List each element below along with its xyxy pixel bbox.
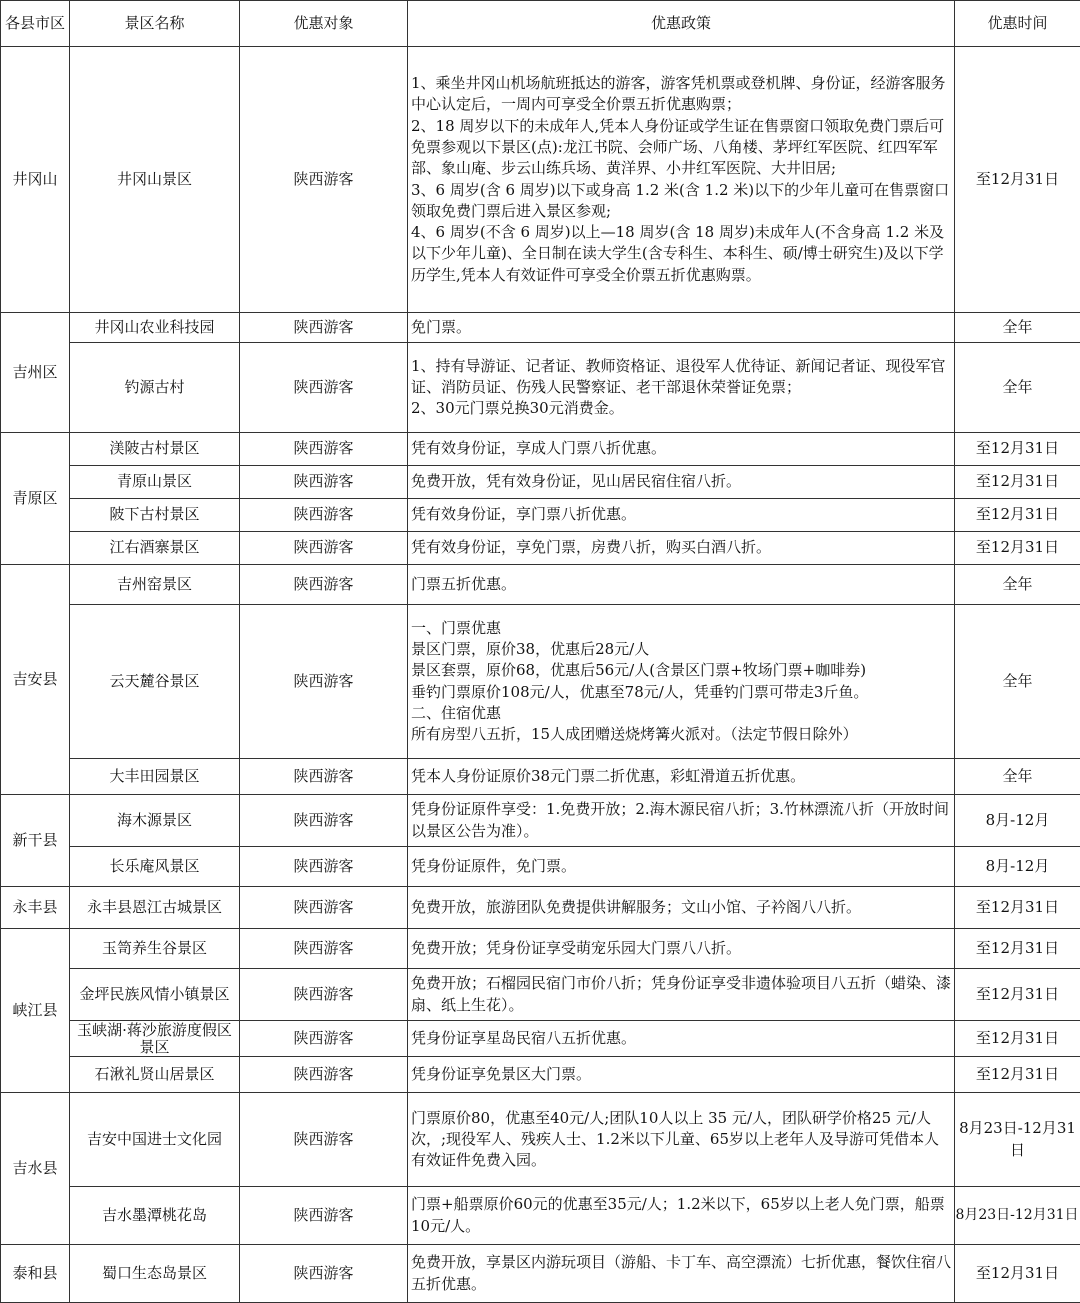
policy-cell: 凭有效身份证，享成人门票八折优惠。 (408, 433, 955, 466)
policy-cell: 凭身份证原件，免门票。 (408, 847, 955, 887)
time-cell: 至12月31日 (955, 887, 1080, 929)
table-row (1, 433, 1080, 466)
table-row (1, 969, 1080, 1021)
policy-cell: 免费开放，凭有效身份证，见山居民宿住宿八折。 (408, 466, 955, 499)
spot-cell: 海木源景区 (70, 795, 240, 847)
table-row (1, 795, 1080, 847)
time-cell: 全年 (955, 313, 1080, 343)
county-cell: 吉州区 (1, 313, 70, 433)
target-cell: 陕西游客 (240, 1021, 408, 1057)
target-cell: 陕西游客 (240, 969, 408, 1021)
target-cell: 陕西游客 (240, 433, 408, 466)
table-row (1, 343, 1080, 433)
spot-cell: 玉笥养生谷景区 (70, 929, 240, 969)
policy-cell: 凭有效身份证，享门票八折优惠。 (408, 499, 955, 532)
policy-cell: 免门票。 (408, 313, 955, 343)
spot-cell: 陂下古村景区 (70, 499, 240, 532)
policy-cell: 门票+船票原价60元的优惠至35元/人；1.2米以下，65岁以上老人免门票，船票10元/人。 (408, 1187, 955, 1245)
policy-cell: 凭身份证原件享受：1.免费开放；2.海木源民宿八折；3.竹林漂流八折（开放时间以景区公告为准）。 (408, 795, 955, 847)
policy-cell: 凭身份证享免景区大门票。 (408, 1057, 955, 1093)
target-cell: 陕西游客 (240, 795, 408, 847)
county-cell: 峡江县 (1, 929, 70, 1093)
time-cell: 全年 (955, 343, 1080, 433)
county-cell: 青原区 (1, 433, 70, 565)
spot-cell: 石湫礼贤山居景区 (70, 1057, 240, 1093)
table-row (1, 499, 1080, 532)
spot-cell: 吉州窑景区 (70, 565, 240, 605)
table-row (1, 1021, 1080, 1057)
spot-cell: 井冈山农业科技园 (70, 313, 240, 343)
target-cell: 陕西游客 (240, 759, 408, 795)
time-cell: 全年 (955, 605, 1080, 759)
spot-cell: 大丰田园景区 (70, 759, 240, 795)
table-row (1, 1187, 1080, 1245)
time-cell: 至12月31日 (955, 1021, 1080, 1057)
county-cell: 永丰县 (1, 887, 70, 929)
table-header-row (1, 1, 1080, 47)
table-row (1, 1057, 1080, 1093)
policy-cell: 一、门票优惠 景区门票，原价38，优惠后28元/人 景区套票，原价68，优惠后56元/人(含景区门票+牧场门票+咖啡券) 垂钓门票原价108元/人，优惠至78元/人，凭垂钓门票可带走3斤鱼。 二、住宿优惠 所有房型八五折，15人成团赠送烧烤篝火派对。（法定节假日除外） (408, 605, 955, 759)
target-cell: 陕西游客 (240, 1245, 408, 1303)
policy-cell: 免费开放；凭身份证享受萌宠乐园大门票八八折。 (408, 929, 955, 969)
spot-cell-text: 玉峡湖·蒋沙旅游度假区景区 (73, 1022, 236, 1056)
header-spot: 景区名称 (70, 1, 240, 47)
time-cell: 8月23日-12月31日 (955, 1093, 1080, 1187)
policy-cell: 免费开放；石榴园民宿门市价八折；凭身份证享受非遗体验项目八五折（蜡染、漆扇、纸上生花）。 (408, 969, 955, 1021)
target-cell: 陕西游客 (240, 47, 408, 313)
county-cell: 吉水县 (1, 1093, 70, 1245)
header-time: 优惠时间 (955, 1, 1080, 47)
table-row (1, 565, 1080, 605)
time-cell: 至12月31日 (955, 1057, 1080, 1093)
target-cell: 陕西游客 (240, 466, 408, 499)
target-cell: 陕西游客 (240, 1187, 408, 1245)
target-cell: 陕西游客 (240, 1057, 408, 1093)
policy-cell: 凭本人身份证原价38元门票二折优惠，彩虹滑道五折优惠。 (408, 759, 955, 795)
time-cell: 全年 (955, 565, 1080, 605)
time-cell: 至12月31日 (955, 1245, 1080, 1303)
table-row (1, 929, 1080, 969)
target-cell: 陕西游客 (240, 313, 408, 343)
spot-cell: 金坪民族风情小镇景区 (70, 969, 240, 1021)
target-cell: 陕西游客 (240, 343, 408, 433)
county-cell: 泰和县 (1, 1245, 70, 1303)
spot-cell: 吉水墨潭桃花岛 (70, 1187, 240, 1245)
county-cell: 新干县 (1, 795, 70, 887)
policy-cell: 1、乘坐井冈山机场航班抵达的游客，游客凭机票或登机牌、身份证，经游客服务中心认定后，一周内可享受全价票五折优惠购票； 2、18 周岁以下的未成年人,凭本人身份证或学生证在售票窗口领取免费门票后可免票参观以下景区(点):龙江书院、会师广场、八角楼、茅坪红军医院、红四军军部、象山庵、步云山练兵场、黄洋界、小井红军医院、大井旧居; 3、6 周岁(含 6 周岁)以下或身高 1.2 米(含 1.2 米)以下的少年儿童可在售票窗口领取免费门票后进入景区参观; 4、6 周岁(不含 6 周岁)以上—18 周岁(含 18 周岁)未成年人(不含身高 1.2 米及以下少年儿童)、全日制在读大学生(含专科生、本科生、硕/博士研究生)及以下学历学生,凭本人有效证件可享受全价票五折优惠购票。 (408, 47, 955, 313)
target-cell: 陕西游客 (240, 499, 408, 532)
spot-cell: 江右酒寨景区 (70, 532, 240, 565)
header-county: 各县市区 (1, 1, 70, 47)
county-cell: 井冈山 (1, 47, 70, 313)
spot-cell: 吉安中国进士文化园 (70, 1093, 240, 1187)
time-cell: 至12月31日 (955, 969, 1080, 1021)
time-cell: 至12月31日 (955, 532, 1080, 565)
table-row (1, 47, 1080, 313)
target-cell: 陕西游客 (240, 929, 408, 969)
policy-cell: 门票五折优惠。 (408, 565, 955, 605)
time-cell: 至12月31日 (955, 433, 1080, 466)
table-row (1, 887, 1080, 929)
spot-cell: 云天麓谷景区 (70, 605, 240, 759)
table-row (1, 1093, 1080, 1187)
spot-cell: 渼陂古村景区 (70, 433, 240, 466)
time-cell: 8月-12月 (955, 847, 1080, 887)
time-cell-text: 8月23日-12月31日 (955, 1205, 1079, 1226)
target-cell: 陕西游客 (240, 887, 408, 929)
policy-cell: 免费开放，享景区内游玩项目（游船、卡丁车、高空漂流）七折优惠，餐饮住宿八五折优惠。 (408, 1245, 955, 1303)
header-target: 优惠对象 (240, 1, 408, 47)
header-policy: 优惠政策 (408, 1, 955, 47)
target-cell: 陕西游客 (240, 1093, 408, 1187)
time-cell: 至12月31日 (955, 466, 1080, 499)
target-cell: 陕西游客 (240, 565, 408, 605)
table-row (1, 847, 1080, 887)
spot-cell: 长乐庵风景区 (70, 847, 240, 887)
time-cell: 至12月31日 (955, 929, 1080, 969)
time-cell: 至12月31日 (955, 47, 1080, 313)
time-cell: 全年 (955, 759, 1080, 795)
spot-cell: 井冈山景区 (70, 47, 240, 313)
policy-cell: 1、持有导游证、记者证、教师资格证、退役军人优待证、新闻记者证、现役军官证、消防员证、伤残人民警察证、老干部退休荣誉证免票； 2、30元门票兑换30元消费金。 (408, 343, 955, 433)
policy-cell: 门票原价80，优惠至40元/人;团队10人以上 35 元/人，团队研学价格25 元/人次，;现役军人、残疾人士、1.2米以下儿童、65岁以上老年人及导游可凭借本人有效证件免费入园。 (408, 1093, 955, 1187)
table-row (1, 313, 1080, 343)
spot-cell: 永丰县恩江古城景区 (70, 887, 240, 929)
table-row (1, 1245, 1080, 1303)
target-cell: 陕西游客 (240, 605, 408, 759)
county-cell: 吉安县 (1, 565, 70, 795)
table-row (1, 605, 1080, 759)
time-cell: 8月-12月 (955, 795, 1080, 847)
table-row (1, 759, 1080, 795)
time-cell: 至12月31日 (955, 499, 1080, 532)
spot-cell: 钓源古村 (70, 343, 240, 433)
time-cell (955, 1187, 1080, 1245)
policy-cell: 凭有效身份证，享免门票，房费八折，购买白酒八折。 (408, 532, 955, 565)
table-row (1, 466, 1080, 499)
policy-cell: 凭身份证享星岛民宿八五折优惠。 (408, 1021, 955, 1057)
target-cell: 陕西游客 (240, 532, 408, 565)
target-cell: 陕西游客 (240, 847, 408, 887)
table-row (1, 532, 1080, 565)
spot-cell (70, 1021, 240, 1057)
policy-cell: 免费开放，旅游团队免费提供讲解服务；文山小馆、子衿阁八八折。 (408, 887, 955, 929)
spot-cell: 蜀口生态岛景区 (70, 1245, 240, 1303)
spot-cell: 青原山景区 (70, 466, 240, 499)
